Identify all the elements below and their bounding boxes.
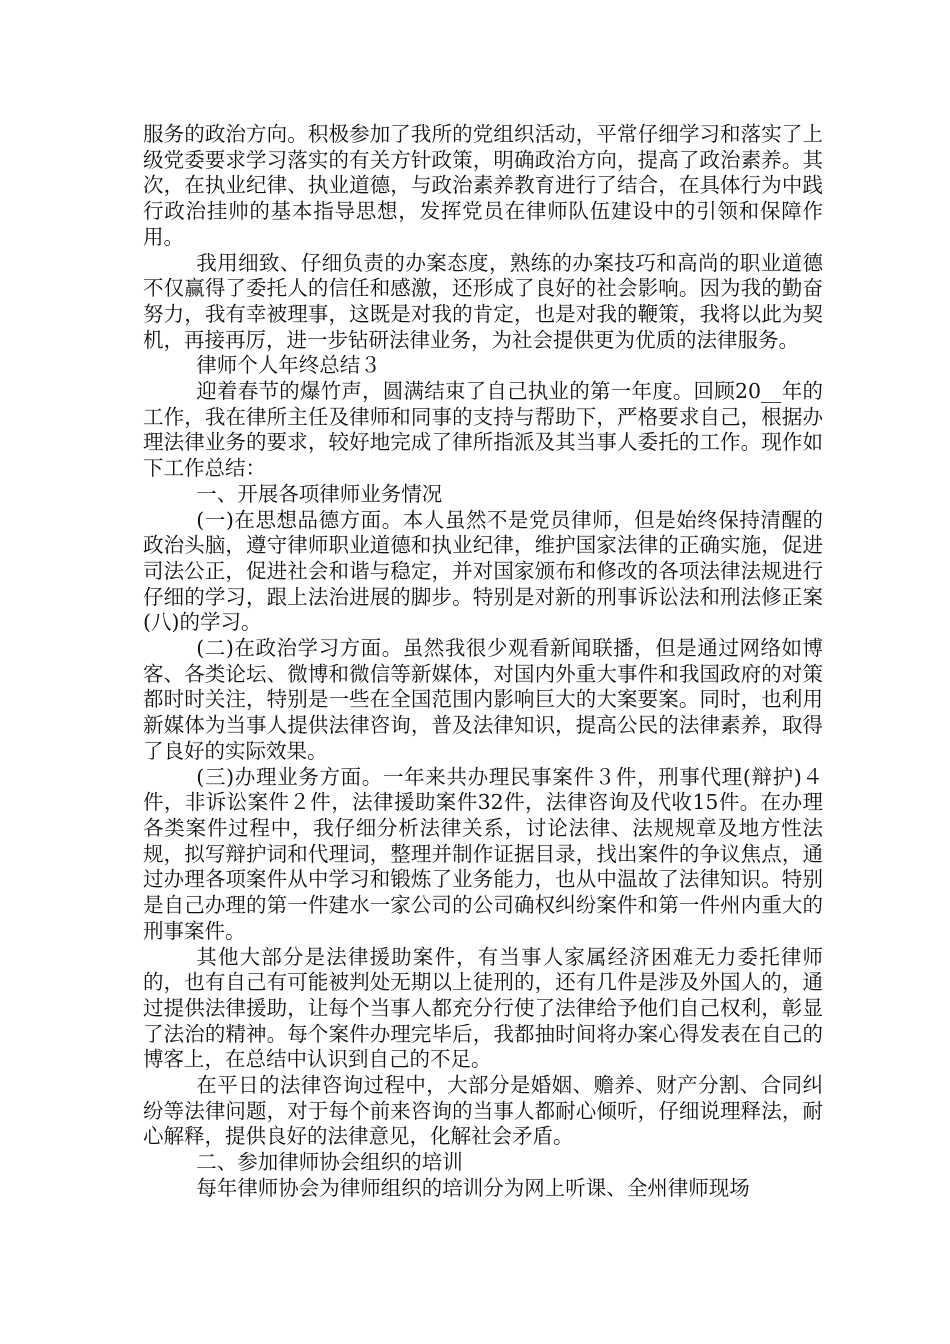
paragraph: 迎着春节的爆竹声，圆满结束了自己执业的第一年度。回顾20__年的工作，我在律所主任及律师和同事的支持与帮助下，严格要求自己，根据办理法律业务的要求，较好地完成了律所指派及其当事人委托的工作。现作如下工作总结： bbox=[143, 379, 823, 481]
paragraph: 每年律师协会为律师组织的培训分为网上听课、全州律师现场 bbox=[196, 1175, 750, 1200]
document-body bbox=[143, 122, 823, 1202]
paragraph: (三)办理业务方面。一年来共办理民事案件３件，刑事代理(辩护)４件，非诉讼案件２件，法律援助案件32件，法律咨询及代收15件。在办理各类案件过程中，我仔细分析法律关系，讨论法律、法规规章及地方性法规，拟写辩护词和代理词，整理并制作证据目录，找出案件的争议焦点，通过办理各项案件从中学习和锻炼了业务能力，也从中温故了法律知识。特别是自己办理的第一件建水一家公司的公司确权纠纷案件和第一件州内重大的刑事案件。 bbox=[143, 764, 823, 943]
section-heading: 律师个人年终总结３ bbox=[196, 353, 381, 378]
paragraph: (二)在政治学习方面。虽然我很少观看新闻联播，但是通过网络如博客、各类论坛、微博和微信等新媒体，对国内外重大事件和我国政府的对策都时时关注，特别是一些在全国范围内影响巨大的大案要案。同时，也利用新媒体为当事人提供法律咨询，普及法律知识，提高公民的法律素养，取得了良好的实际效果。 bbox=[143, 636, 823, 763]
paragraph: 我用细致、仔细负责的办案态度，熟练的办案技巧和高尚的职业道德不仅赢得了委托人的信任和感激，还形成了良好的社会影响。因为我的勤奋努力，我有幸被理事，这既是对我的肯定，也是对我的鞭策，我将以此为契机，再接再厉，进一步钻研法律业务，为社会提供更为优质的法律服务。 bbox=[143, 250, 823, 352]
section-heading: 一、开展各项律师业务情况 bbox=[196, 481, 443, 506]
paragraph: 在平日的法律咨询过程中，大部分是婚姻、赡养、财产分割、合同纠纷等法律问题，对于每个前来咨询的当事人都耐心倾听，仔细说理释法，耐心解释，提供良好的法律意见，化解社会矛盾。 bbox=[143, 1073, 823, 1149]
paragraph: (一)在思想品德方面。本人虽然不是党员律师，但是始终保持清醒的政治头脑，遵守律师职业道德和执业纪律，维护国家法律的正确实施，促进司法公正，促进社会和谐与稳定，并对国家颁布和修改的各项法律法规进行仔细的学习，跟上法治进展的脚步。特别是对新的刑事诉讼法和刑法修正案(八)的学习。 bbox=[143, 507, 823, 635]
section-heading: 二、参加律师协会组织的培训 bbox=[196, 1150, 463, 1175]
paragraph: 其他大部分是法律援助案件，有当事人家属经济困难无力委托律师的，也有自己有可能被判处无期以上徒刑的，还有几件是涉及外国人的，通过提供法律援助，让每个当事人都充分行使了法律给予他们自己权利，彰显了法治的精神。每个案件办理完毕后，我都抽时间将办案心得发表在自己的博客上，在总结中认识到自己的不足。 bbox=[143, 944, 823, 1072]
paragraph: 服务的政治方向。积极参加了我所的党组织活动，平常仔细学习和落实了上级党委要求学习落实的有关方针政策，明确政治方向，提高了政治素养。其次，在执业纪律、执业道德，与政治素养教育进行了结合，在具体行为中践行政治挂帅的基本指导思想，发挥党员在律师队伍建设中的引领和保障作用。 bbox=[143, 122, 823, 249]
